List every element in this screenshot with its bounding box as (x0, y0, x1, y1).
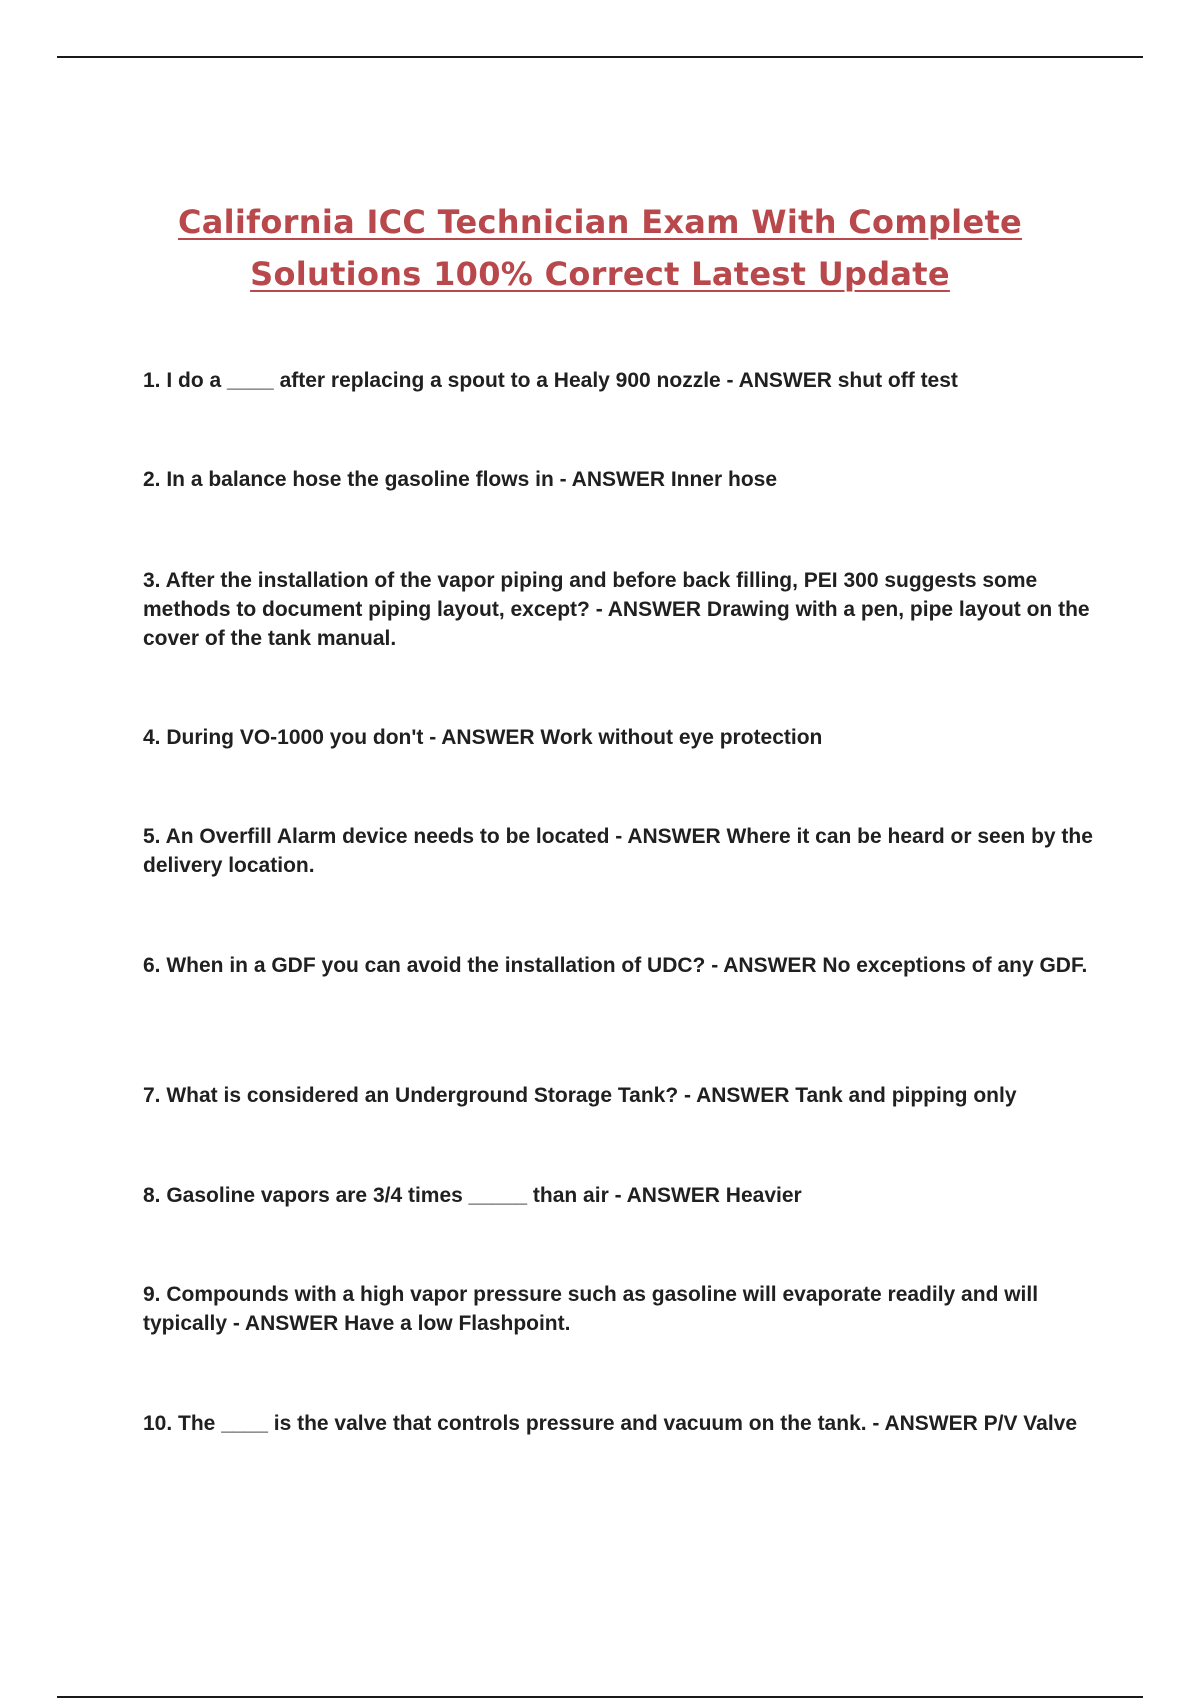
bottom-rule (57, 1696, 1143, 1698)
question-8: 8. Gasoline vapors are 3/4 times _____ than air - ANSWER Heavier (143, 1184, 802, 1207)
page-title (0, 196, 1200, 300)
title-line-1: California ICC Technician Exam With Complete (177, 203, 1023, 241)
question-5: 5. An Overfill Alarm device needs to be located - ANSWER Where it can be heard or seen by the delivery location. (143, 825, 1093, 877)
question-7: 7. What is considered an Underground Storage Tank? - ANSWER Tank and pipping only (143, 1084, 1017, 1107)
question-3: 3. After the installation of the vapor piping and before back filling, PEI 300 suggests some methods to document piping layout, except? - ANSWER Drawing with a pen, pipe layout on the cover of the tank manual. (143, 569, 1090, 650)
title-line-2: Solutions 100% Correct Latest Update (250, 255, 950, 293)
question-2: 2. In a balance hose the gasoline flows in - ANSWER Inner hose (143, 468, 778, 491)
question-4: 4. During VO-1000 you don't - ANSWER Work without eye protection (143, 726, 823, 749)
top-rule (57, 56, 1143, 58)
question-6: 6. When in a GDF you can avoid the installation of UDC? - ANSWER No exceptions of any GDF. (143, 954, 1088, 977)
question-9: 9. Compounds with a high vapor pressure such as gasoline will evaporate readily and will typically - ANSWER Have a low Flashpoint. (143, 1283, 1039, 1335)
question-1: 1. I do a ____ after replacing a spout to a Healy 900 nozzle - ANSWER shut off test (143, 369, 958, 392)
question-10: 10. The ____ is the valve that controls pressure and vacuum on the tank. - ANSWER P/V Valve (143, 1412, 1078, 1435)
